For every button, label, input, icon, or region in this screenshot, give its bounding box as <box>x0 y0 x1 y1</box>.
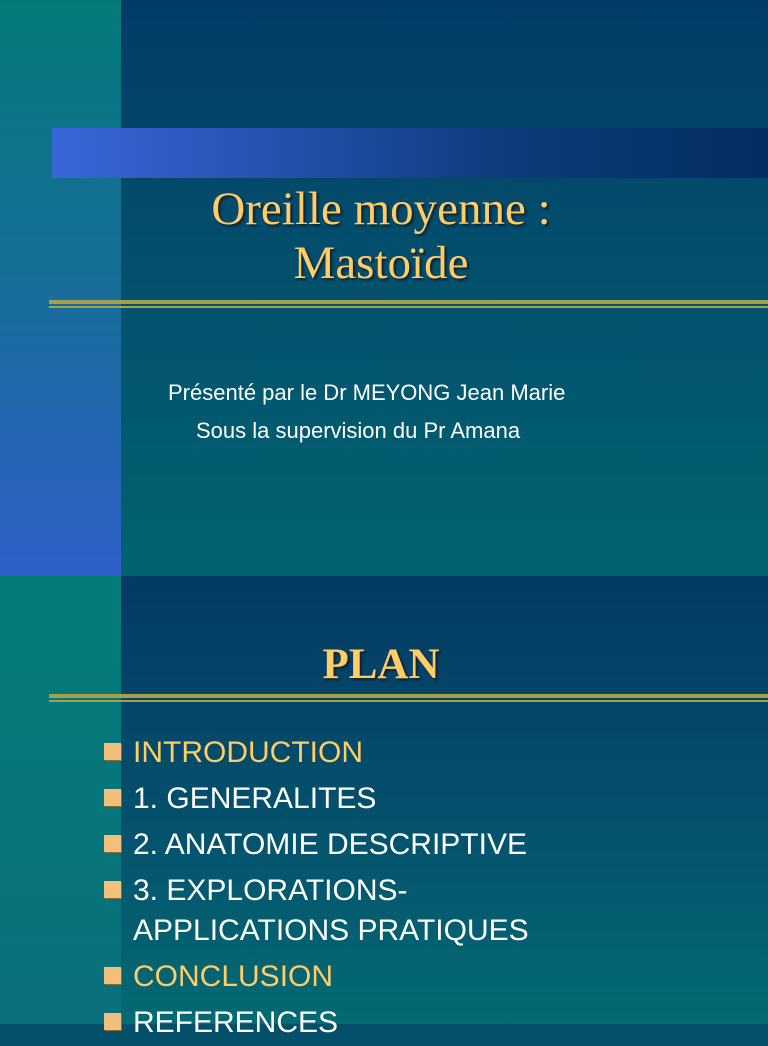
square-bullet-icon <box>104 743 121 760</box>
square-bullet-icon <box>104 789 121 806</box>
plan-item-text: CONCLUSION <box>133 960 334 993</box>
square-bullet-icon <box>104 1013 121 1030</box>
left-accent-strip <box>0 576 121 1024</box>
plan-item-text: 2. ANATOMIE DESCRIPTIVE <box>133 828 527 861</box>
plan-item <box>104 730 529 776</box>
title-line-1: Oreille moyenne : <box>211 183 551 235</box>
plan-item-text: APPLICATIONS PRATIQUES <box>133 914 529 947</box>
square-bullet-icon <box>104 835 121 852</box>
plan-item-text: 3. EXPLORATIONS- <box>133 874 408 907</box>
title-accent-band <box>52 128 768 178</box>
presenter-text: Présenté par le Dr MEYONG Jean Marie <box>168 380 566 405</box>
plan-item <box>104 868 529 954</box>
plan-item-text: REFERENCES <box>133 1006 339 1039</box>
supervision-text: Sous la supervision du Pr Amana <box>196 418 521 443</box>
plan-list <box>104 730 529 1046</box>
plan-item <box>104 954 529 1000</box>
left-accent-strip <box>0 0 121 576</box>
title-divider <box>49 300 768 309</box>
plan-item-text: INTRODUCTION <box>133 736 363 769</box>
plan-item <box>104 1000 529 1046</box>
slide-title <box>121 182 641 290</box>
square-bullet-icon <box>104 881 121 898</box>
square-bullet-icon <box>104 967 121 984</box>
plan-item <box>104 776 529 822</box>
plan-item <box>104 822 529 868</box>
title-line-2: Mastoïde <box>293 237 469 289</box>
plan-title: PLAN <box>322 641 440 688</box>
plan-divider <box>49 694 768 703</box>
plan-item-text: 1. GENERALITES <box>133 782 377 815</box>
